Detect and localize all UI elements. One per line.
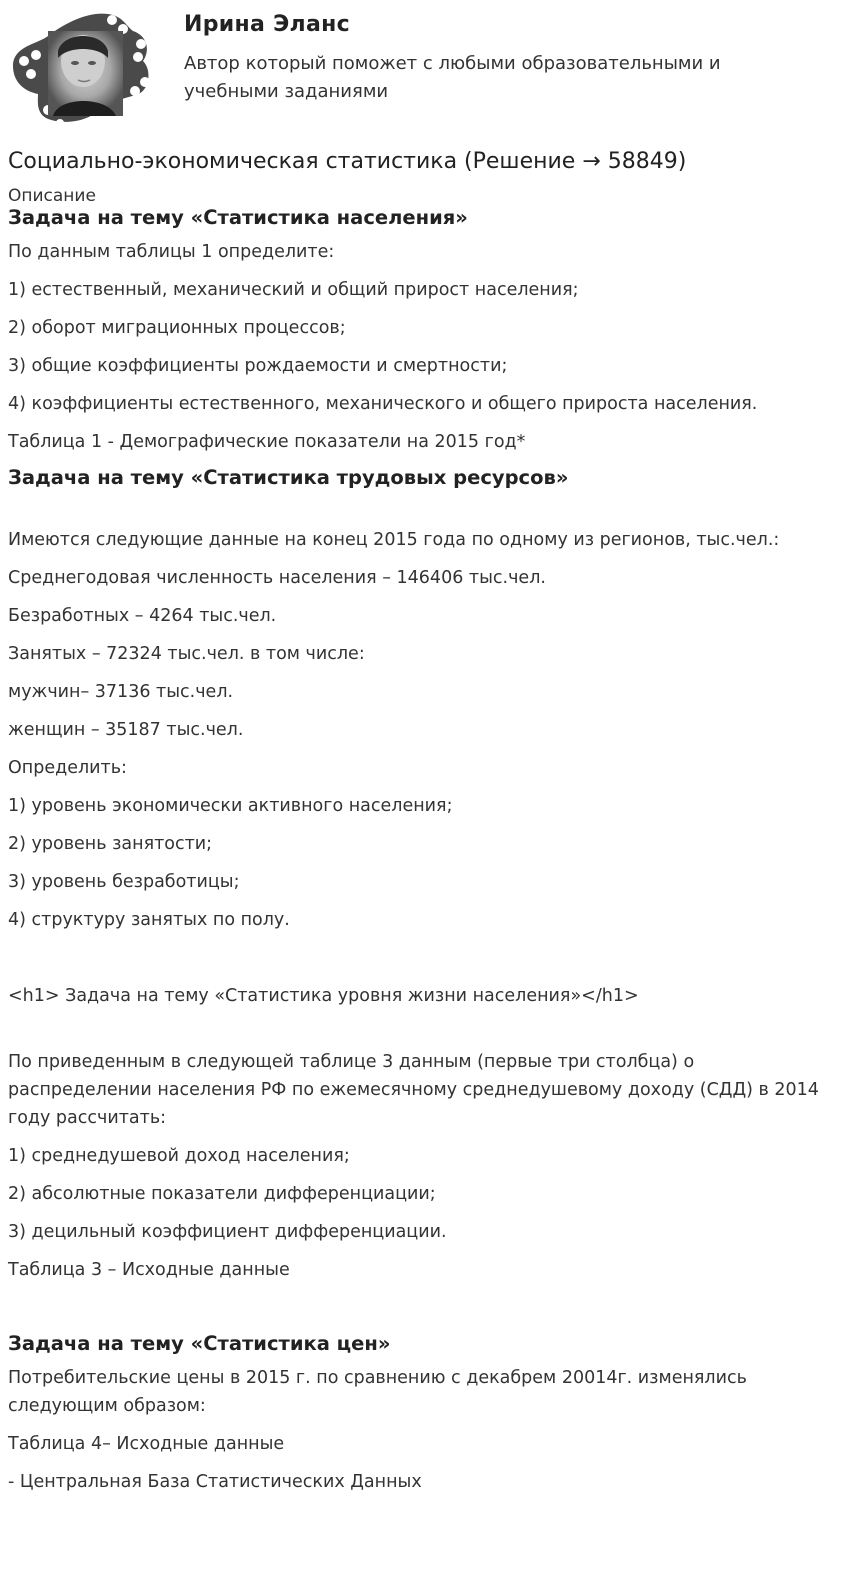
author-name[interactable]: Ирина Эланс: [184, 12, 350, 37]
task-intro: По приведенным в следующей таблице 3 данным (первые три столбца) о распределении населения РФ по ежемесячному среднедушевому доходу (СДД) в 2014 году рассчитать:: [8, 1052, 819, 1128]
list-item: 1) естественный, механический и общий прирост населения;: [8, 280, 579, 300]
list-item: 2) абсолютные показатели дифференциации;: [8, 1184, 436, 1204]
list-item: 4) коэффициенты естественного, механического и общего прироста населения.: [8, 394, 758, 414]
data-line: женщин – 35187 тыс.чел.: [8, 720, 244, 740]
task-heading-living-standards-raw: <h1> Задача на тему «Статистика уровня жизни населения»</h1>: [8, 986, 639, 1006]
data-line: Занятых – 72324 тыс.чел. в том числе:: [8, 644, 365, 664]
table-caption: Таблица 4– Исходные данные: [8, 1434, 285, 1454]
determine-label: Определить:: [8, 758, 127, 778]
list-item: 4) структуру занятых по полу.: [8, 910, 290, 930]
list-item: 1) среднедушевой доход населения;: [8, 1146, 350, 1166]
table-caption: Таблица 1 - Демографические показатели на 2015 год*: [8, 432, 526, 452]
task-intro: Потребительские цены в 2015 г. по сравнению с декабрем 20014г. изменялись следующим образом:: [8, 1368, 747, 1416]
source-note: - Центральная База Статистических Данных: [8, 1472, 422, 1492]
data-line: Среднегодовая численность населения – 146406 тыс.чел.: [8, 568, 546, 588]
description-label: Описание: [8, 186, 96, 206]
list-item: 1) уровень экономически активного населения;: [8, 796, 453, 816]
task-intro: Имеются следующие данные на конец 2015 года по одному из регионов, тыс.чел.:: [8, 530, 780, 550]
author-description: Автор который поможет с любыми образовательными и учебными заданиями: [184, 53, 721, 102]
document-content: [8, 146, 838, 1496]
author-header: [0, 0, 847, 135]
data-line: Безработных – 4264 тыс.чел.: [8, 606, 277, 626]
table-caption: Таблица 3 – Исходные данные: [8, 1260, 290, 1280]
avatar-film-frame-icon: [8, 6, 153, 126]
task-heading-prices: Задача на тему «Статистика цен»: [8, 1332, 391, 1355]
list-item: 3) децильный коэффициент дифференциации.: [8, 1222, 447, 1242]
list-item: 3) уровень безработицы;: [8, 872, 240, 892]
task-heading-labor-resources: Задача на тему «Статистика трудовых ресурсов»: [8, 466, 569, 489]
list-item: 3) общие коэффициенты рождаемости и смертности;: [8, 356, 508, 376]
author-avatar[interactable]: [8, 6, 153, 126]
task-heading-population: Задача на тему «Статистика населения»: [8, 206, 468, 229]
list-item: 2) оборот миграционных процессов;: [8, 318, 346, 338]
list-item: 2) уровень занятости;: [8, 834, 213, 854]
data-line: мужчин– 37136 тыс.чел.: [8, 682, 234, 702]
task-intro: По данным таблицы 1 определите:: [8, 242, 335, 262]
page-title: Социально-экономическая статистика (Решение → 58849): [8, 149, 687, 174]
